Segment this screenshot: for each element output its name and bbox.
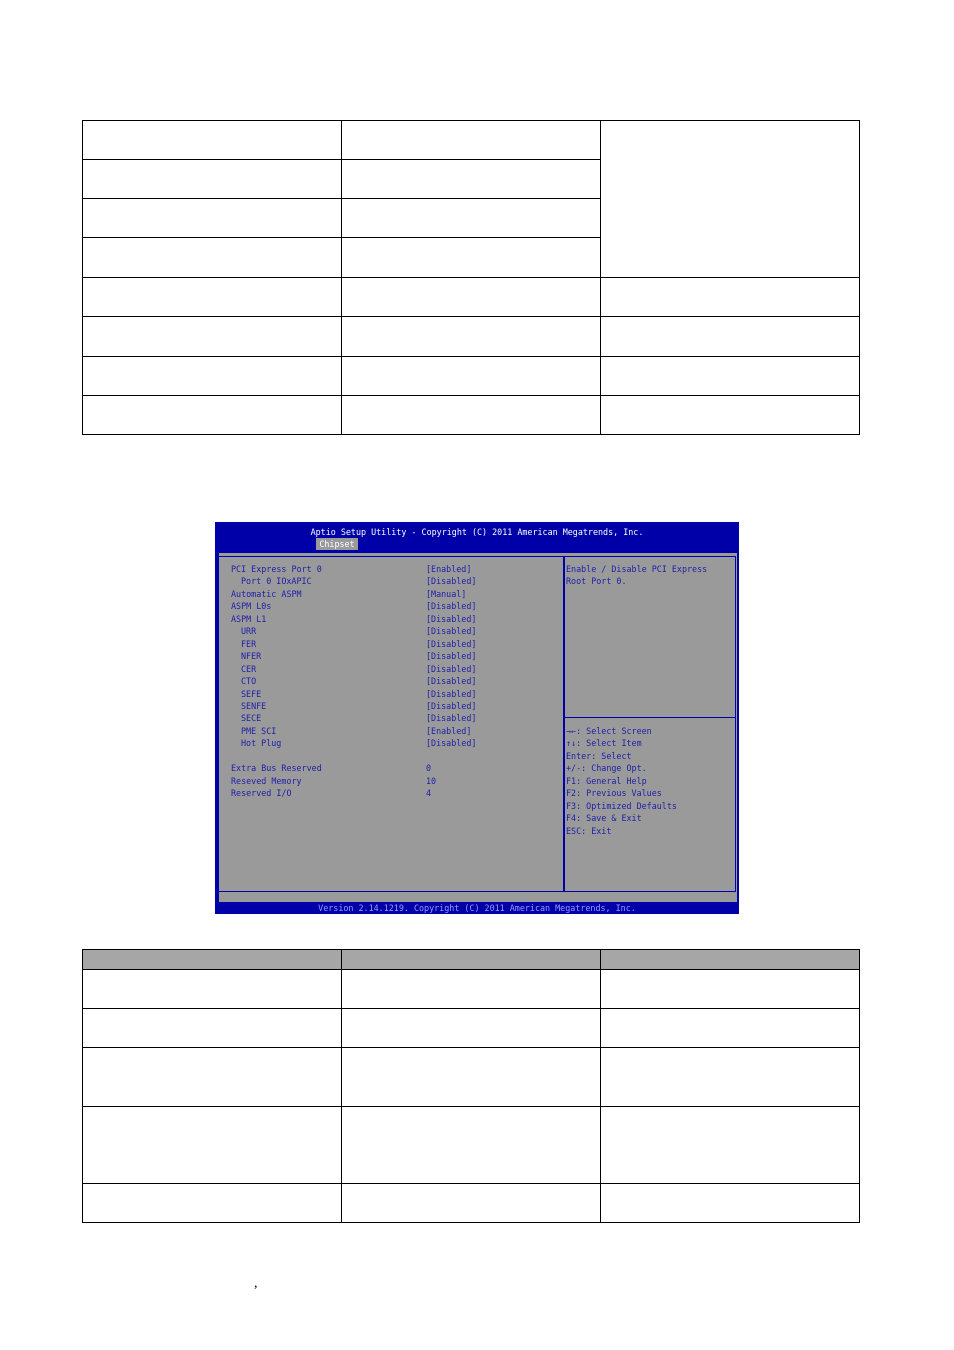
key-hint: F3: Optimized Defaults: [566, 800, 677, 811]
setting-value[interactable]: [Disabled]: [426, 688, 477, 699]
header-cell: [342, 950, 601, 970]
key-hint: ESC: Exit: [566, 825, 612, 836]
key-hint: +/-: Change Opt.: [566, 763, 647, 774]
page-mark: ,: [254, 1276, 258, 1291]
setting-value[interactable]: [Disabled]: [426, 700, 477, 711]
setting-value[interactable]: [Manual]: [426, 588, 467, 599]
top-table: [82, 120, 860, 435]
bios-screenshot: [215, 522, 739, 914]
key-hint: F1: General Help: [566, 775, 647, 786]
key-hint: Enter: Select: [566, 750, 632, 761]
setting-label: SECE: [241, 713, 262, 724]
key-hint: ↑↓: Select Item: [566, 738, 642, 749]
setting-value[interactable]: [Disabled]: [426, 651, 477, 662]
setting-value[interactable]: [Enabled]: [426, 725, 472, 736]
setting-value[interactable]: [Enabled]: [426, 564, 472, 574]
header-cell: [83, 950, 342, 970]
setting-label: URR: [241, 626, 257, 637]
setting-value[interactable]: [Disabled]: [426, 676, 477, 687]
key-hint: F4: Save & Exit: [566, 813, 642, 824]
setting-value[interactable]: [Disabled]: [426, 626, 477, 637]
setting-value[interactable]: [Disabled]: [426, 663, 477, 674]
setting-label: PCI Express Port 0: [231, 564, 322, 574]
resource-value[interactable]: 10: [426, 775, 437, 786]
resource-label: Reserved I/O: [231, 788, 292, 799]
setting-value[interactable]: [Disabled]: [426, 601, 477, 612]
key-legend: [566, 725, 677, 837]
panel-divider: [563, 556, 565, 892]
setting-label: ASPM L1: [231, 613, 267, 624]
key-hint: →←: Select Screen: [566, 726, 652, 736]
tab-chipset[interactable]: Chipset: [316, 538, 358, 550]
help-divider: [565, 717, 735, 718]
setting-label: NFER: [241, 651, 262, 662]
bottom-table: [82, 949, 860, 1223]
resource-label: Extra Bus Reserved: [231, 763, 322, 774]
setting-label: SENFE: [241, 700, 267, 711]
header-cell: [601, 950, 860, 970]
setting-value[interactable]: [Disabled]: [426, 638, 477, 649]
resource-label: Reseved Memory: [231, 775, 302, 786]
setting-label: Hot Plug: [241, 738, 282, 749]
resource-value[interactable]: 4: [426, 788, 432, 799]
setting-value[interactable]: [Disabled]: [426, 576, 477, 587]
setting-value[interactable]: [Disabled]: [426, 613, 477, 624]
bios-title: Aptio Setup Utility - Copyright (C) 2011 American Megatrends, Inc.: [310, 527, 644, 537]
help-text: Enable / Disable PCI Express Root Port 0.: [566, 564, 708, 587]
setting-value[interactable]: [Disabled]: [426, 713, 477, 724]
setting-label: CTO: [241, 676, 257, 687]
setting-label: FER: [241, 638, 257, 649]
bios-footer: Version 2.14.1219. Copyright (C) 2011 American Megatrends, Inc.: [215, 902, 739, 914]
setting-label: SEFE: [241, 688, 262, 699]
resource-value[interactable]: 0: [426, 763, 432, 774]
key-hint: F2: Previous Values: [566, 788, 662, 799]
setting-label: CER: [241, 663, 257, 674]
setting-value[interactable]: [Disabled]: [426, 738, 477, 749]
setting-label: Port 0 IOxAPIC: [241, 576, 312, 587]
setting-label: ASPM L0s: [231, 601, 272, 612]
setting-label: PME SCI: [241, 725, 277, 736]
setting-label: Automatic ASPM: [231, 588, 302, 599]
